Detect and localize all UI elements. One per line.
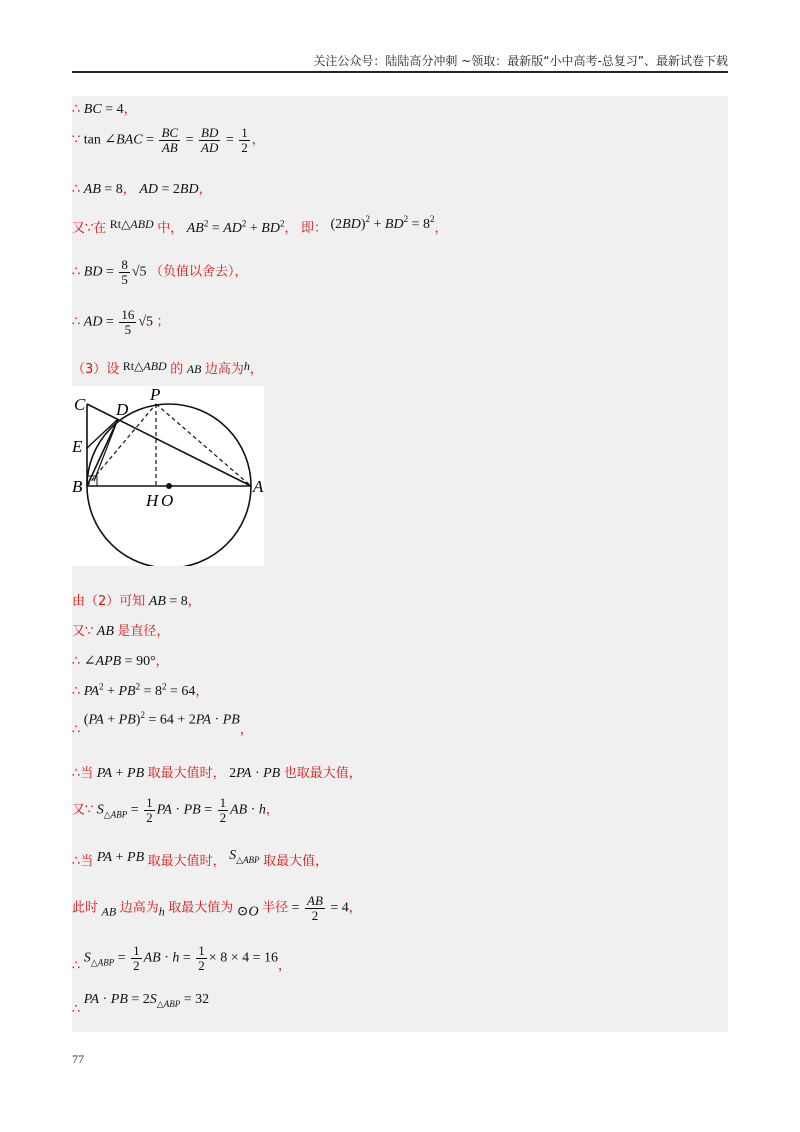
line-product: ∴ PA · PB = $2S_{\triangle ABP} = 32$ [72, 992, 210, 1017]
line-ad: ∴ AD = $\frac{16}{5}$ √5 ； [72, 307, 170, 337]
segment-ed [87, 419, 118, 448]
label-c: C [74, 395, 86, 414]
line-bd: ∴ BD = $\frac{8}{5}$ √5 （负值以舍去）， [72, 257, 248, 287]
line-max1: ∴当 PA + PB 取最大值时， 2PA · PB 也取最大值， [72, 766, 362, 781]
line-ab-ad: ∴ AB = 8， AD = 2BD， [72, 182, 212, 197]
label-d: D [116, 400, 129, 419]
header-divider [72, 71, 728, 73]
circle-diagram [72, 386, 264, 566]
line-square-sum: ∴ (PA + PB)$^2$ = 64 + 2PA · PB， [72, 710, 253, 738]
line-sum-squares: ∴ $PA^2 + PB^2 = 8^2 = 64$， [72, 681, 209, 699]
line-step3: （3）设 Rt△ABD 的 AB 边高为h， [72, 359, 263, 377]
label-h: H [146, 491, 159, 510]
label-o: O [161, 491, 174, 510]
line-area-formula: 又∵ $S_{\triangle ABP}$ = $\frac{1}{2}$ PA · PB = $\frac{1}{2}$ AB · h， [72, 795, 279, 825]
page-header: 关注公众号：陆陆高分冲刺 ~领取：最新版“小中高考-总复习”、最新试卷下载 [313, 54, 728, 68]
line-from2: 由（2）可知 AB = 8， [72, 594, 201, 609]
line-tan: ∵ tan ∠BAC = $\frac{BC}{AB}$ = $\frac{BD}{AD}$ = $\frac{1}{2}$ ， [72, 125, 265, 155]
line-diameter: 又∵ AB 是直径， [72, 624, 170, 639]
line-height-max: 此时 AB 边高为h 取最大值为 ⊙O 半径 = $\frac{AB}{2}$ = 4， [72, 893, 362, 923]
label-a: A [253, 477, 264, 496]
line-pythagoras: 又∵在 Rt△ABD 中， $AB^2 = AD^2 + BD^2$， 即： $(2BD)^2 + BD^2 = 8^2$， [72, 214, 448, 236]
line-angle: ∴ ∠APB = 90°， [72, 654, 169, 669]
line-area-value: ∴ $S_{\triangle ABP}$ = $\frac{1}{2}$ AB · h = $\frac{1}{2}$ × 8 × 4 = 16， [72, 943, 291, 974]
geometry-figure [72, 386, 264, 566]
label-p: P [150, 386, 161, 404]
segment-ca [87, 404, 251, 486]
solution-content [72, 96, 728, 1032]
line-bc: ∴ BC = 4， [72, 102, 137, 117]
segment-inner [94, 419, 118, 481]
line-max2: ∴当 PA + PB 取最大值时， $S_{\triangle ABP}$ 取最大值， [72, 848, 329, 869]
center-dot [166, 483, 172, 489]
label-b: B [72, 477, 83, 496]
page-number: 77 [72, 1052, 84, 1066]
label-e: E [72, 437, 83, 456]
